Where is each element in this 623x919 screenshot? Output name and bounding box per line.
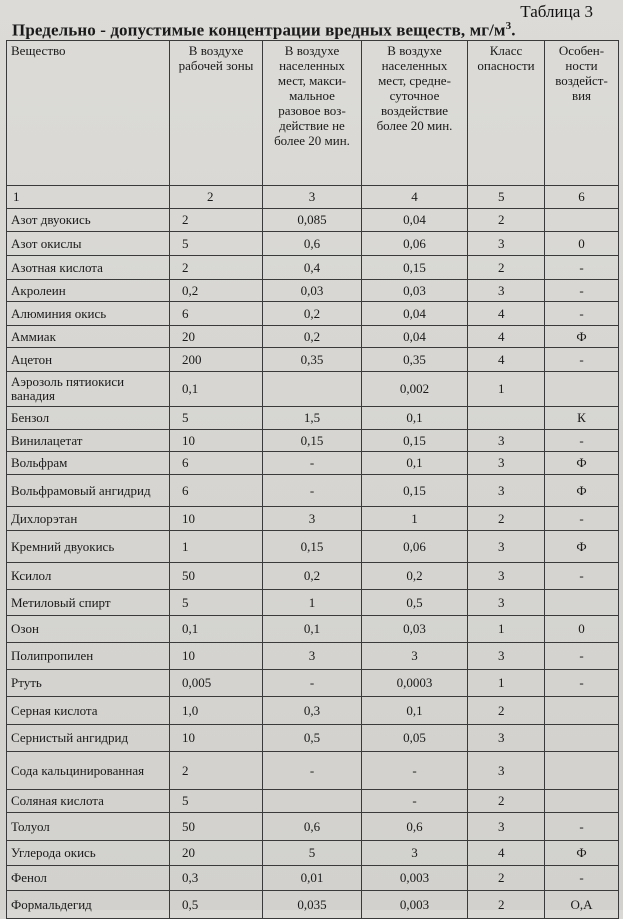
- work-zone-cell: 5: [170, 407, 263, 430]
- effect-features-cell: -: [545, 280, 619, 302]
- work-zone-cell: 2: [170, 256, 263, 280]
- table-row: [7, 452, 619, 475]
- hazard-class-cell: 3: [468, 475, 545, 507]
- max-single-cell: 0,2: [263, 563, 362, 590]
- work-zone-cell: 2: [170, 209, 263, 232]
- substance-cell: Сода кальцинированная: [7, 752, 170, 790]
- effect-features-cell: -: [545, 430, 619, 452]
- header-substance: Вещество: [7, 41, 170, 186]
- daily-average-cell: 0,15: [362, 475, 468, 507]
- daily-average-cell: 3: [362, 643, 468, 670]
- index-cell: 1: [7, 186, 170, 209]
- substance-cell: Ртуть: [7, 670, 170, 697]
- table-row: [7, 280, 619, 302]
- hazard-class-cell: [468, 407, 545, 430]
- work-zone-cell: 0,005: [170, 670, 263, 697]
- title-end: .: [511, 20, 516, 40]
- substance-cell: Винилацетат: [7, 430, 170, 452]
- effect-features-cell: [545, 590, 619, 616]
- effect-features-cell: Ф: [545, 475, 619, 507]
- max-single-cell: -: [263, 475, 362, 507]
- column-index-row: [7, 186, 619, 209]
- table-row: [7, 616, 619, 643]
- header-row: [7, 41, 619, 186]
- table-row: [7, 725, 619, 752]
- daily-average-cell: 0,05: [362, 725, 468, 752]
- substance-cell: Аэрозоль пятиокиси ванадия: [7, 372, 170, 407]
- effect-features-cell: -: [545, 813, 619, 841]
- table-row: [7, 372, 619, 407]
- max-single-cell: 0,5: [263, 725, 362, 752]
- effect-features-cell: -: [545, 670, 619, 697]
- max-single-cell: 0,3: [263, 697, 362, 725]
- hazard-class-cell: 3: [468, 452, 545, 475]
- work-zone-cell: 0,3: [170, 866, 263, 891]
- table-row: [7, 697, 619, 725]
- hazard-class-cell: 3: [468, 232, 545, 256]
- daily-average-cell: 0,04: [362, 326, 468, 348]
- hazard-class-cell: 3: [468, 531, 545, 563]
- max-single-cell: 0,2: [263, 326, 362, 348]
- concentration-table: [6, 40, 619, 919]
- substance-cell: Соляная кислота: [7, 790, 170, 813]
- max-single-cell: 0,085: [263, 209, 362, 232]
- substance-cell: Фенол: [7, 866, 170, 891]
- max-single-cell: 0,1: [263, 616, 362, 643]
- hazard-class-cell: 2: [468, 507, 545, 531]
- hazard-class-cell: 2: [468, 790, 545, 813]
- work-zone-cell: 6: [170, 475, 263, 507]
- daily-average-cell: 0,03: [362, 280, 468, 302]
- hazard-class-cell: 4: [468, 302, 545, 326]
- hazard-class-cell: 3: [468, 643, 545, 670]
- daily-average-cell: 0,06: [362, 531, 468, 563]
- substance-cell: Углерода окись: [7, 841, 170, 866]
- daily-average-cell: 0,15: [362, 430, 468, 452]
- substance-cell: Толуол: [7, 813, 170, 841]
- max-single-cell: -: [263, 752, 362, 790]
- daily-average-cell: 0,1: [362, 697, 468, 725]
- daily-average-cell: 0,002: [362, 372, 468, 407]
- index-cell: 2: [170, 186, 263, 209]
- substance-cell: Кремний двуокись: [7, 531, 170, 563]
- index-cell: 5: [468, 186, 545, 209]
- substance-cell: Азотная кислота: [7, 256, 170, 280]
- daily-average-cell: 0,5: [362, 590, 468, 616]
- substance-cell: Сернистый ангидрид: [7, 725, 170, 752]
- max-single-cell: -: [263, 452, 362, 475]
- substance-cell: Ацетон: [7, 348, 170, 372]
- daily-average-cell: 0,1: [362, 407, 468, 430]
- header-effect-features: Особен-ности воздейст-вия: [545, 41, 619, 186]
- daily-average-cell: 0,04: [362, 302, 468, 326]
- title-superscript: 3: [505, 20, 512, 32]
- hazard-class-cell: 2: [468, 891, 545, 919]
- header-work-zone: В воздухе рабочей зоны: [170, 41, 263, 186]
- substance-cell: Вольфрам: [7, 452, 170, 475]
- hazard-class-cell: 4: [468, 841, 545, 866]
- max-single-cell: 0,035: [263, 891, 362, 919]
- substance-cell: Серная кислота: [7, 697, 170, 725]
- substance-cell: Алюминия окись: [7, 302, 170, 326]
- max-single-cell: 0,15: [263, 531, 362, 563]
- hazard-class-cell: 3: [468, 430, 545, 452]
- hazard-class-cell: 3: [468, 813, 545, 841]
- effect-features-cell: Ф: [545, 452, 619, 475]
- substance-cell: Полипропилен: [7, 643, 170, 670]
- table-row: [7, 563, 619, 590]
- effect-features-cell: Ф: [545, 531, 619, 563]
- table-row: [7, 430, 619, 452]
- daily-average-cell: 0,15: [362, 256, 468, 280]
- header-max-single: В воздухе населенных мест, макси-мальное разовое воз-действие не более 20 мин.: [263, 41, 362, 186]
- table-row: [7, 841, 619, 866]
- work-zone-cell: 50: [170, 563, 263, 590]
- max-single-cell: 0,6: [263, 232, 362, 256]
- work-zone-cell: 10: [170, 643, 263, 670]
- table-row: [7, 531, 619, 563]
- hazard-class-cell: 2: [468, 256, 545, 280]
- daily-average-cell: -: [362, 752, 468, 790]
- substance-cell: Азот окислы: [7, 232, 170, 256]
- effect-features-cell: -: [545, 563, 619, 590]
- index-cell: 4: [362, 186, 468, 209]
- substance-cell: Аммиак: [7, 326, 170, 348]
- effect-features-cell: -: [545, 302, 619, 326]
- index-cell: 3: [263, 186, 362, 209]
- effect-features-cell: [545, 697, 619, 725]
- hazard-class-cell: 4: [468, 348, 545, 372]
- max-single-cell: 0,01: [263, 866, 362, 891]
- hazard-class-cell: 2: [468, 866, 545, 891]
- daily-average-cell: 0,04: [362, 209, 468, 232]
- work-zone-cell: 200: [170, 348, 263, 372]
- table-row: [7, 590, 619, 616]
- daily-average-cell: 0,03: [362, 616, 468, 643]
- table-row: [7, 891, 619, 919]
- max-single-cell: 3: [263, 643, 362, 670]
- effect-features-cell: [545, 725, 619, 752]
- work-zone-cell: 1,0: [170, 697, 263, 725]
- hazard-class-cell: 3: [468, 590, 545, 616]
- table-title: [12, 20, 622, 41]
- max-single-cell: 1: [263, 590, 362, 616]
- effect-features-cell: [545, 209, 619, 232]
- substance-cell: Ксилол: [7, 563, 170, 590]
- daily-average-cell: 3: [362, 841, 468, 866]
- work-zone-cell: 6: [170, 302, 263, 326]
- substance-cell: Дихлорэтан: [7, 507, 170, 531]
- work-zone-cell: 6: [170, 452, 263, 475]
- daily-average-cell: 1: [362, 507, 468, 531]
- hazard-class-cell: 2: [468, 209, 545, 232]
- substance-cell: Акролеин: [7, 280, 170, 302]
- max-single-cell: [263, 790, 362, 813]
- substance-cell: Бензол: [7, 407, 170, 430]
- table-row: [7, 670, 619, 697]
- table-row: [7, 866, 619, 891]
- work-zone-cell: 0,1: [170, 616, 263, 643]
- table-row: [7, 256, 619, 280]
- effect-features-cell: [545, 372, 619, 407]
- substance-cell: Озон: [7, 616, 170, 643]
- work-zone-cell: 0,5: [170, 891, 263, 919]
- work-zone-cell: 5: [170, 590, 263, 616]
- index-cell: 6: [545, 186, 619, 209]
- effect-features-cell: 0: [545, 616, 619, 643]
- hazard-class-cell: 1: [468, 372, 545, 407]
- table-title-text: Предельно - допустимые концентрации вредных веществ, мг/м: [12, 20, 506, 40]
- hazard-class-cell: 2: [468, 697, 545, 725]
- substance-cell: Формальдегид: [7, 891, 170, 919]
- effect-features-cell: К: [545, 407, 619, 430]
- table-row: [7, 209, 619, 232]
- max-single-cell: 3: [263, 507, 362, 531]
- work-zone-cell: 20: [170, 326, 263, 348]
- work-zone-cell: 5: [170, 790, 263, 813]
- work-zone-cell: 5: [170, 232, 263, 256]
- daily-average-cell: 0,2: [362, 563, 468, 590]
- substance-cell: Азот двуокись: [7, 209, 170, 232]
- effect-features-cell: -: [545, 348, 619, 372]
- daily-average-cell: 0,003: [362, 866, 468, 891]
- table-row: [7, 790, 619, 813]
- table-row: [7, 813, 619, 841]
- table-row: [7, 643, 619, 670]
- work-zone-cell: 0,1: [170, 372, 263, 407]
- table-row: [7, 302, 619, 326]
- daily-average-cell: 0,1: [362, 452, 468, 475]
- effect-features-cell: О,А: [545, 891, 619, 919]
- hazard-class-cell: 3: [468, 725, 545, 752]
- table-row: [7, 232, 619, 256]
- max-single-cell: 5: [263, 841, 362, 866]
- work-zone-cell: 20: [170, 841, 263, 866]
- effect-features-cell: [545, 790, 619, 813]
- daily-average-cell: 0,35: [362, 348, 468, 372]
- table-row: [7, 326, 619, 348]
- effect-features-cell: 0: [545, 232, 619, 256]
- hazard-class-cell: 1: [468, 670, 545, 697]
- max-single-cell: 0,4: [263, 256, 362, 280]
- max-single-cell: -: [263, 670, 362, 697]
- max-single-cell: 1,5: [263, 407, 362, 430]
- effect-features-cell: Ф: [545, 326, 619, 348]
- table-row: [7, 475, 619, 507]
- daily-average-cell: -: [362, 790, 468, 813]
- table-row: [7, 407, 619, 430]
- daily-average-cell: 0,6: [362, 813, 468, 841]
- max-single-cell: 0,15: [263, 430, 362, 452]
- max-single-cell: 0,6: [263, 813, 362, 841]
- hazard-class-cell: 4: [468, 326, 545, 348]
- header-hazard-class: Класс опасности: [468, 41, 545, 186]
- table-row: [7, 752, 619, 790]
- max-single-cell: 0,03: [263, 280, 362, 302]
- daily-average-cell: 0,0003: [362, 670, 468, 697]
- table-row: [7, 348, 619, 372]
- work-zone-cell: 0,2: [170, 280, 263, 302]
- table-number-label: Таблица 3: [520, 2, 593, 21]
- effect-features-cell: Ф: [545, 841, 619, 866]
- work-zone-cell: 10: [170, 430, 263, 452]
- work-zone-cell: 10: [170, 507, 263, 531]
- hazard-class-cell: 3: [468, 280, 545, 302]
- hazard-class-cell: 3: [468, 563, 545, 590]
- header-daily-average: В воздухе населенных мест, средне-суточное воздействие более 20 мин.: [362, 41, 468, 186]
- max-single-cell: 0,2: [263, 302, 362, 326]
- hazard-class-cell: 3: [468, 752, 545, 790]
- substance-cell: Вольфрамовый ангидрид: [7, 475, 170, 507]
- effect-features-cell: -: [545, 256, 619, 280]
- daily-average-cell: 0,06: [362, 232, 468, 256]
- table-row: [7, 507, 619, 531]
- substance-cell: Метиловый спирт: [7, 590, 170, 616]
- daily-average-cell: 0,003: [362, 891, 468, 919]
- effect-features-cell: -: [545, 866, 619, 891]
- effect-features-cell: [545, 752, 619, 790]
- effect-features-cell: -: [545, 643, 619, 670]
- work-zone-cell: 50: [170, 813, 263, 841]
- hazard-class-cell: 1: [468, 616, 545, 643]
- work-zone-cell: 2: [170, 752, 263, 790]
- work-zone-cell: 10: [170, 725, 263, 752]
- max-single-cell: [263, 372, 362, 407]
- max-single-cell: 0,35: [263, 348, 362, 372]
- effect-features-cell: -: [545, 507, 619, 531]
- work-zone-cell: 1: [170, 531, 263, 563]
